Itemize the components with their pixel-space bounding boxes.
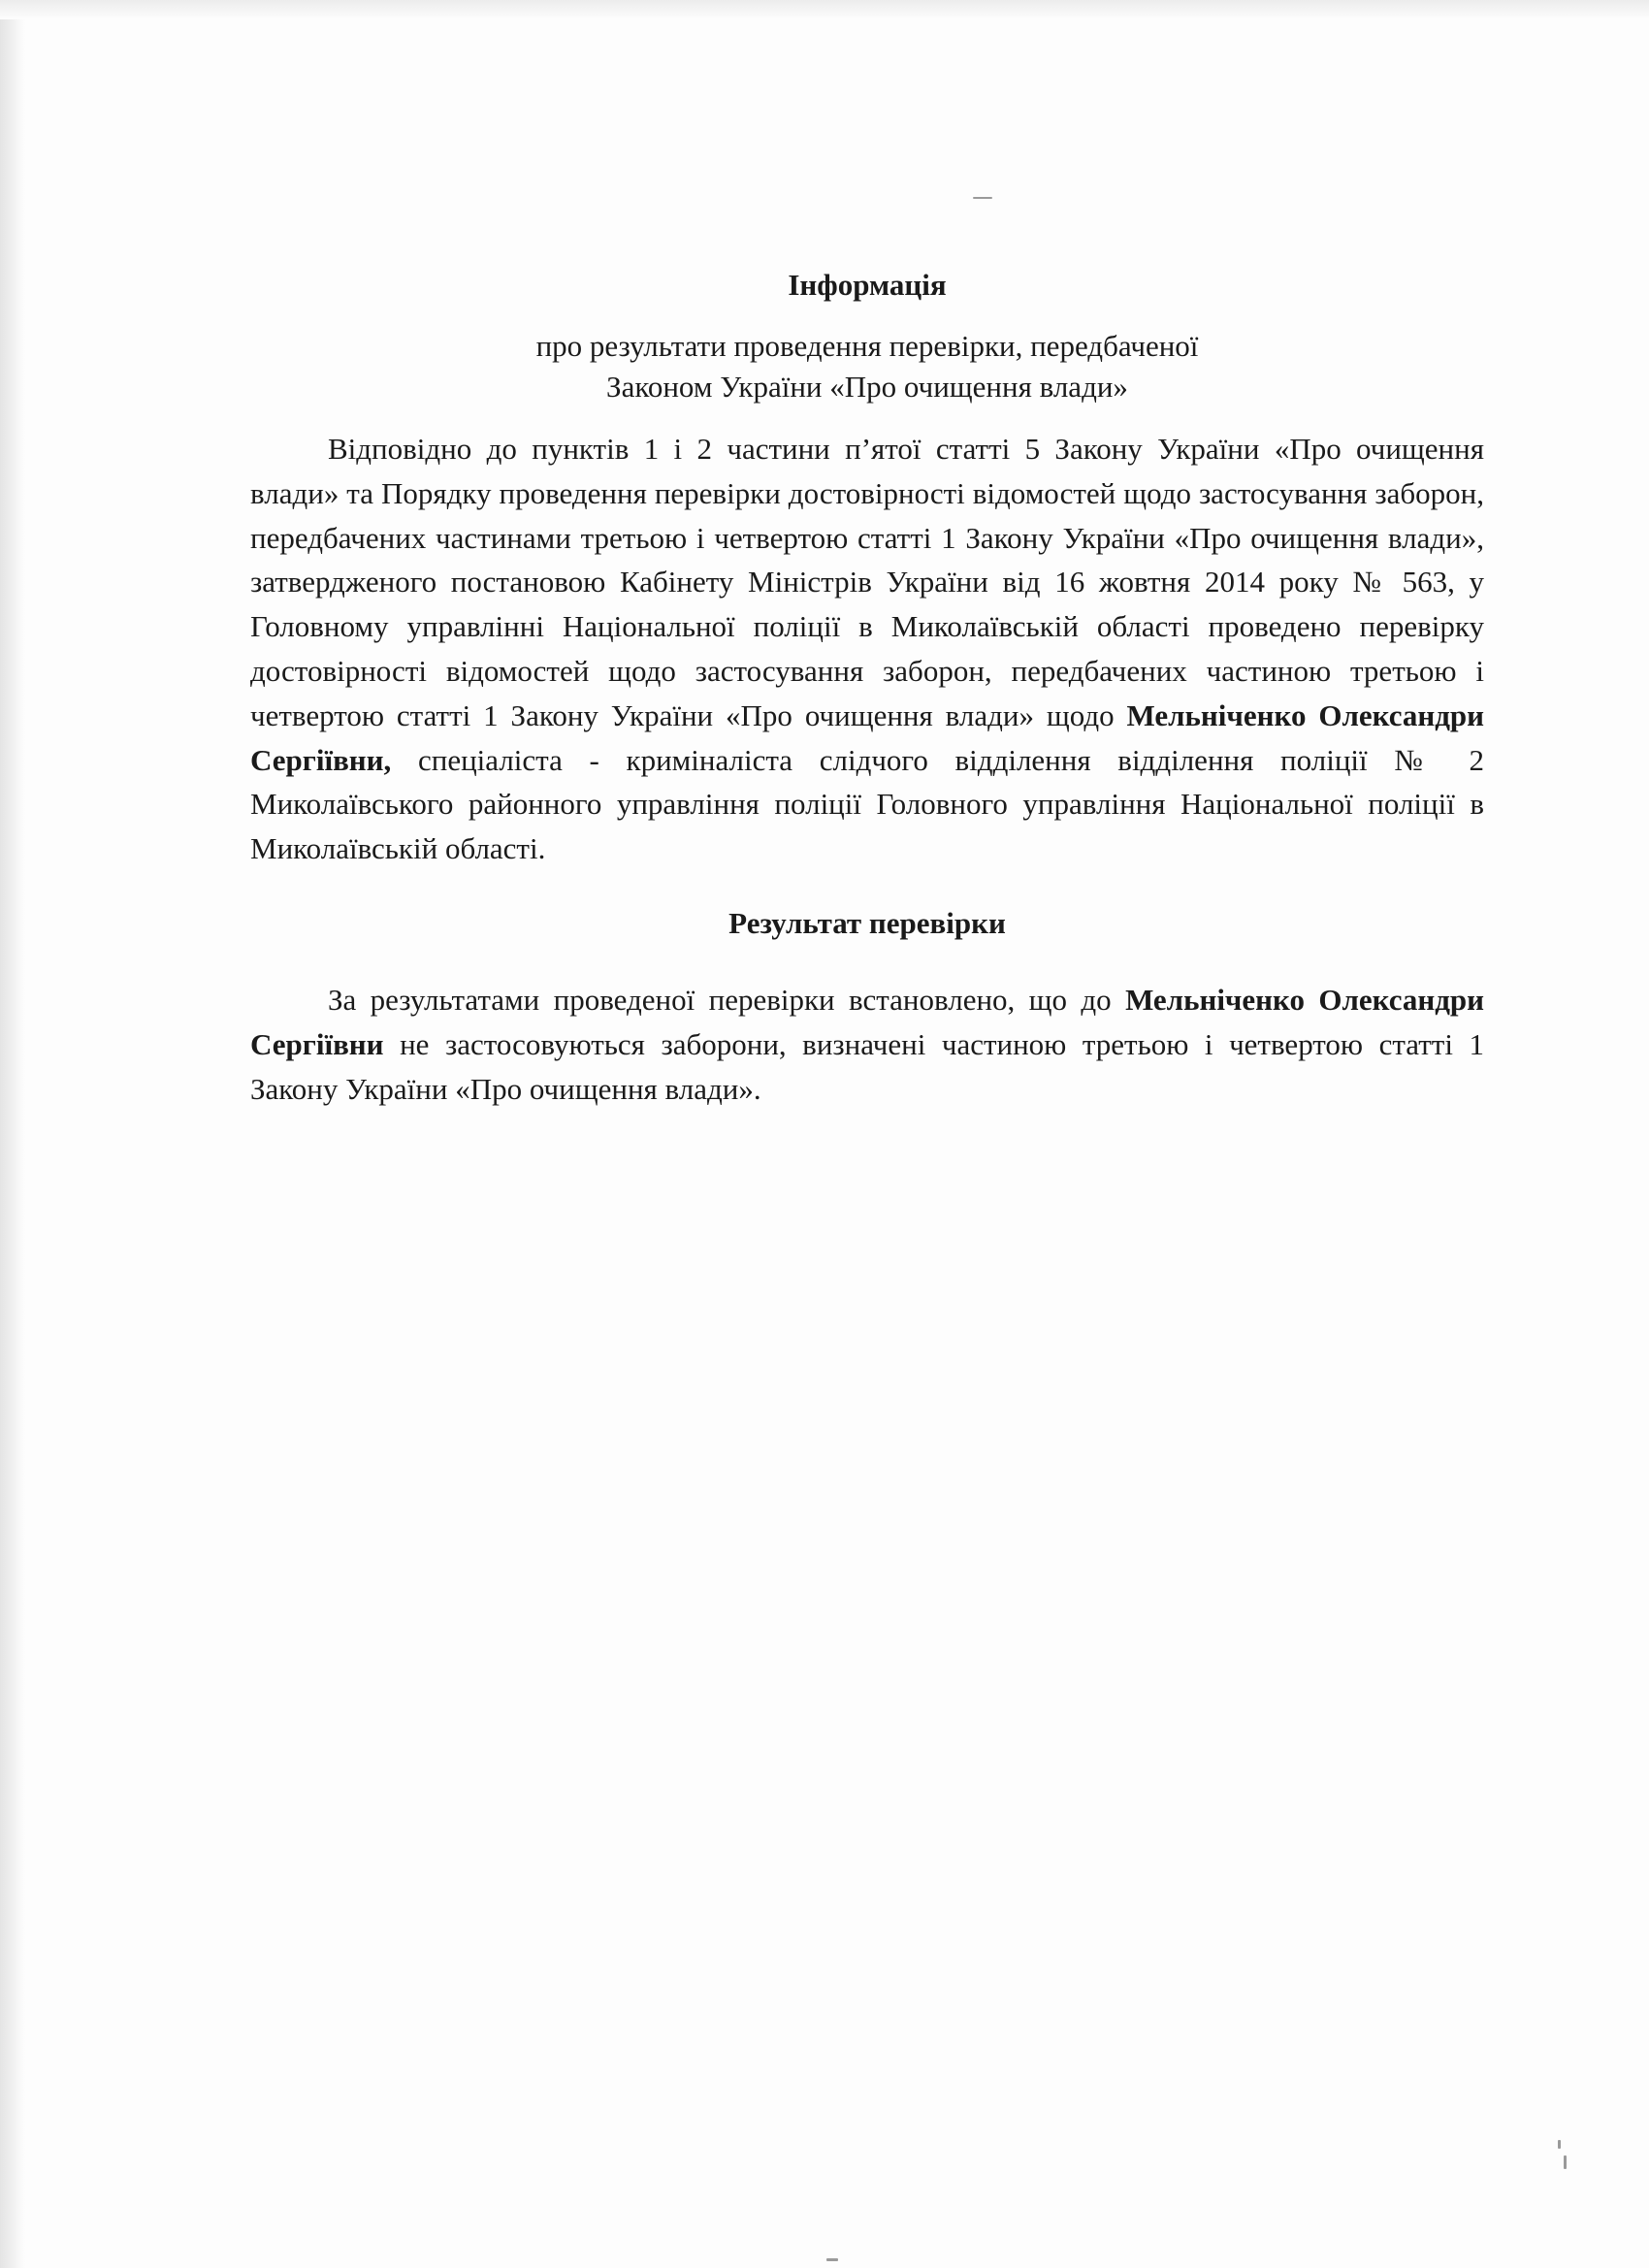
- result-paragraph-text-end: не застосовуються заборони, визначені частиною третьою і четвертою статті 1 Закону України «Про очищення влади».: [250, 1026, 1484, 1106]
- scan-mark: [826, 2258, 838, 2261]
- main-paragraph-text-end: спеціаліста - криміналіста слідчого відділення відділення поліції № 2 Миколаївського районного управління поліції Головного управління Національної поліції в Миколаївській області.: [250, 742, 1484, 866]
- document-title: Інформація: [788, 268, 947, 302]
- main-paragraph-text-start: Відповідно до пунктів 1 і 2 частини п’ятої статті 5 Закону України «Про очищення влади» та Порядку проведення перевірки достовірності відомостей щодо застосування заборон, передбачених частинами третьою і четвертою статті 1 Закону України «Про очищення влади», затвердженого постановою Кабінету Міністрів України від 16 жовтня 2014 року № 563, у Головному управлінні Національної поліції в Миколаївській області проведено перевірку достовірності відомостей щодо застосування заборон, передбачених частиною третьою і четвертою статті 1 Закону України «Про очищення влади» щодо: [250, 432, 1484, 732]
- scan-mark: [1564, 2155, 1567, 2169]
- result-paragraph-text-start: За результатами проведеної перевірки встановлено, що до: [328, 982, 1126, 1017]
- document-subtitle: [250, 326, 1484, 407]
- person-name-2: Мельніченко Олександри Сергіївни: [250, 982, 1484, 1061]
- subtitle-line-1: про результати проведення перевірки, передбаченої: [535, 329, 1199, 363]
- scan-mark: [1558, 2140, 1561, 2149]
- scan-top-shadow: [0, 0, 1649, 19]
- section-title-result: Результат перевірки: [728, 905, 1006, 940]
- main-paragraph: [250, 427, 1484, 871]
- scan-mark: [973, 197, 992, 199]
- document-body: [250, 264, 1484, 1111]
- person-name-1: Мельніченко Олександри Сергіївни,: [250, 697, 1484, 777]
- subtitle-line-2: Законом України «Про очищення влади»: [606, 370, 1128, 404]
- scan-edge-shadow: [0, 0, 25, 2268]
- result-paragraph: [250, 978, 1484, 1111]
